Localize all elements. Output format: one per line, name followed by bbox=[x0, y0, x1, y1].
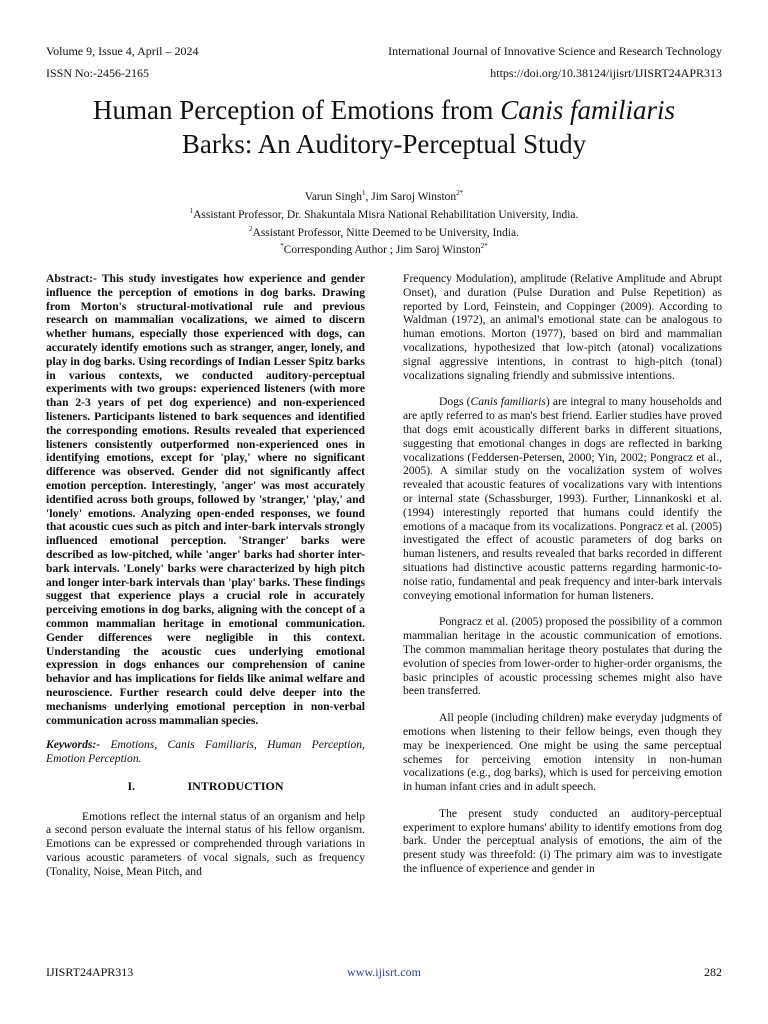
paragraph-dogs bbox=[403, 395, 722, 602]
paragraph-judgments: All people (including children) make everyday judgments of emotions when listening to their fellow beings, even though they may be inexperienced. One might be using the same perceptual schemes for perceiving emotion intensity in non-human vocalizations (e.g., dog barks), which is used for perceiving emotion in human infant cries and in adult speech. bbox=[403, 711, 722, 794]
dogs-species: Canis familiaris bbox=[470, 395, 546, 409]
right-column bbox=[403, 272, 722, 876]
author-1: Varun Singh bbox=[304, 190, 362, 203]
journal-name: International Journal of Innovative Science and Research Technology bbox=[388, 44, 722, 58]
corr-sup-2: 2* bbox=[480, 242, 488, 251]
aff2-text: Assistant Professor, Nitte Deemed to be University, India. bbox=[252, 226, 519, 239]
paragraph-acoustic: Frequency Modulation), amplitude (Relative Amplitude and Abrupt Onset), and duration (Pulse Duration and Pulse Repetition) as reported by Lord, Feinstein, and Coppinger (2009). According to Waldman (1972), an animal's emotional state can be analogous to human emotions. Morton (1977), based on bird and mammalian vocalizations, hypothesized that low-pitch (atonal) vocalizations signal aggressive intentions, in contrast to high-pitch (tonal) vocalizations signaling friendly and submissive intentions. bbox=[403, 272, 722, 382]
website-link[interactable]: www.ijisrt.com bbox=[347, 965, 421, 979]
left-column bbox=[46, 272, 365, 879]
aff1-text: Assistant Professor, Dr. Shakuntala Misra National Rehabilitation University, India. bbox=[193, 208, 579, 221]
author-1-sup: 1 bbox=[361, 189, 366, 197]
paper-code: IJISRT24APR313 bbox=[46, 965, 134, 979]
volume-info: Volume 9, Issue 4, April – 2024 bbox=[46, 44, 199, 58]
title-species: Canis familiaris bbox=[500, 95, 675, 125]
corr-sup: * bbox=[280, 242, 284, 251]
paper-title bbox=[0, 93, 768, 161]
section-title: INTRODUCTION bbox=[187, 778, 284, 793]
title-line-2: Barks: An Auditory-Perceptual Study bbox=[181, 129, 587, 159]
keywords bbox=[46, 738, 365, 766]
author-2: , Jim Saroj Winston bbox=[365, 190, 457, 203]
section-number: I. bbox=[127, 778, 136, 793]
issn: ISSN No:-2456-2165 bbox=[46, 66, 150, 80]
paragraph-present-study: The present study conducted an auditory-perceptual experiment to explore humans' ability to identify emotions from dog bark. Under the perceptual analysis of emotions, the aim of the present study was threefold: (i) The primary aim was to investigate the influence of experience and gender in bbox=[403, 806, 722, 876]
author-names bbox=[0, 186, 768, 204]
corresponding-author bbox=[0, 239, 768, 257]
dogs-a: Dogs ( bbox=[439, 395, 471, 409]
abstract: Abstract:- This study investigates how experience and gender influence the perception of emotions in dog barks. Drawing from Morton's structural-motivational rule and previous research on mammalian vocalizations, we aimed to discern whether humans, especially those experienced with dogs, can accurately identify emotions such as stranger, anger, lonely, and play in dog barks. Using recordings of Indian Lesser Spitz barks in various contexts, we conducted auditory-perceptual experiments with two groups: experienced listeners (with more than 2-3 years of pet dog experience) and non-experienced listeners. Participants listened to bark sequences and identified the corresponding emotions. Results revealed that experienced listeners consistently outperformed non-experienced ones in identifying emotions, except for 'play,' where no significant difference was observed. Gender did not significantly affect emotion perception. Interestingly, 'anger' was most accurately identified across both groups, followed by 'stranger,' 'play,' and 'lonely' emotions. Analyzing open-ended responses, we found that acoustic cues such as pitch and inter-bark intervals strongly influenced emotional perception. 'Stranger' barks were described as low-pitched, while 'anger' barks had shorter inter-bark intervals. 'Lonely' barks were characterized by high pitch and longer inter-bark intervals than 'play' barks. These findings suggest that experience plays a crucial role in accurately perceiving emotions in dog barks, aligning with the concept of a common mammalian heritage in emotional communication. Gender differences were negligible in this context. Understanding the acoustic cues underlying emotional expression in dogs enhances our comprehension of canine behavior and has implications for fields like animal welfare and neuroscience. Further research could delve deeper into the mechanisms underlying emotional perception in non-verbal communication across mammalian species. bbox=[46, 272, 365, 727]
corr-text: Corresponding Author ; Jim Saroj Winston bbox=[283, 244, 481, 257]
intro-paragraph-1: Emotions reflect the internal status of an organism and help a second person evaluate the internal status of his fellow organism. Emotions can be expressed or comprehended through variations in various acoustic parameters of vocal signals, such as frequency (Tonality, Noise, Mean Pitch, and bbox=[46, 809, 365, 878]
paragraph-heritage: Pongracz et al. (2005) proposed the possibility of a common mammalian heritage in the acoustic communication of emotions. The common mammalian heritage theory postulates that during the evolution of species from lower-order to higher-order organisms, the basic principles of acoustic processing schemes might also have been transferred. bbox=[403, 615, 722, 698]
dogs-b: ) are integral to many households and are aptly referred to as man's best friend. Earlier studies have proved that dogs emit acoustically different barks in different situations, suggesting that emotional changes in dogs are reflected in barking vocalizations (Feddersen-Petersen, 2000; Yin, 2002; Pongracz et al., 2005). A similar study on the vocalization system of wolves revealed that acoustic features of vocalizations vary with intentions or internal state (Schassburger, 1993). Further, Linnankoski et al. (1994) interestingly reported that humans could identify the emotions of a macaque from its vocalizations. Pongracz et al. (2005) investigated the effect of acoustic parameters of dog barks on human listeners, and results revealed that barks recorded in different situations had distinctive acoustic patterns regarding harmonic-to-noise ratio, fundamental and peak frequency and inter-bark intervals conveying emotional information for human listeners. bbox=[403, 395, 722, 602]
keywords-label: Keywords:- bbox=[46, 738, 101, 752]
aff1-sup: 1 bbox=[189, 206, 194, 215]
title-part-a: Human Perception of Emotions from bbox=[93, 95, 501, 125]
doi-link[interactable]: https://doi.org/10.38124/ijisrt/IJISRT24APR313 bbox=[490, 66, 722, 80]
aff2-sup: 2 bbox=[249, 224, 253, 233]
affiliation-2 bbox=[0, 222, 768, 240]
keywords-text: Emotions, Canis Familiaris, Human Perception, Emotion Perception. bbox=[46, 738, 365, 766]
affiliation-1 bbox=[0, 204, 768, 222]
author-block bbox=[0, 186, 768, 257]
section-heading bbox=[46, 780, 365, 794]
page-number: 282 bbox=[704, 965, 722, 979]
author-2-sup: 2* bbox=[456, 189, 464, 197]
